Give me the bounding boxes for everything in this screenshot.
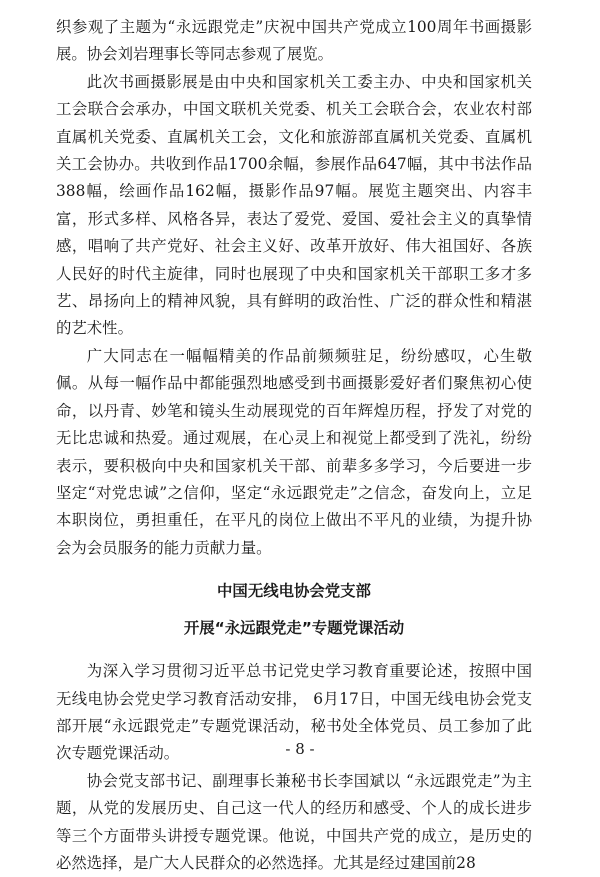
- section-title-organization: 中国无线电协会党支部: [217, 582, 371, 601]
- page-number: - 8 -: [285, 740, 315, 758]
- paragraph-activity-intro: 为深入学习贯彻习近平总书记党史学习教育重要论述，按照中国无线电协会党史学习教育活动安排， 6月17日，中国无线电协会党支部开展“永远跟党走”专题党课活动，秘书处全体党员、员工参加了此次专题党课活动。: [56, 662, 532, 763]
- paragraph-exhibition-details: 此次书画摄影展是由中央和国家机关工委主办、中央和国家机关工会联合会承办，中国文联机关党委、机关工会联合会，农业农村部直属机关党委、直属机关工会，文化和旅游部直属机关党委、直属机关工会协办。共收到作品1700余幅，参展作品647幅，其中书法作品388幅，绘画作品162幅，摄影作品97幅。展览主题突出、内容丰富，形式多样、风格各异，表达了爱党、爱国、爱社会主义的真挚情感，唱响了共产党好、社会主义好、改革开放好、伟大祖国好、各族人民好的时代主旋律，同时也展现了中央和国家机关干部职工多才多艺、昂扬向上的精神风貌，具有鲜明的政治性、广泛的群众性和精湛的艺术性。: [56, 72, 532, 338]
- paragraph-party-lecture: 协会党支部书记、副理事长兼秘书长李国斌以 “永远跟党走”为主题，从党的发展历史、自己这一代人的经历和感受、个人的成长进步等三个方面带头讲授专题党课。他说，中国共产党的成立，是历史的必然选择，是广大人民群众的必然选择。尤其是经过建国前28: [56, 771, 532, 872]
- paragraph-continued: 织参观了主题为“永远跟党走”庆祝中国共产党成立100周年书画摄影展。协会刘岩理事长等同志参观了展览。: [56, 18, 532, 64]
- paragraph-visitor-reflections: 广大同志在一幅幅精美的作品前频频驻足，纷纷感叹，心生敬佩。从每一幅作品中都能强烈地感受到书画摄影爱好者们聚焦初心使命，以丹青、妙笔和镜头生动展现党的百年辉煌历程，抒发了对党的无比忠诚和热爱。通过观展，在心灵上和视觉上都受到了洗礼，纷纷表示，要积极向中央和国家机关干部、前辈多多学习，今后要进一步坚定“对党忠诚”之信仰，坚定“永远跟党走”之信念，奋发向上，立足本职岗位，勇担重任，在平凡的岗位上做出不平凡的业绩，为提升协会为会员服务的能力贡献力量。: [56, 346, 532, 557]
- section-title-activity: 开展“永远跟党走”专题党课活动: [183, 619, 405, 638]
